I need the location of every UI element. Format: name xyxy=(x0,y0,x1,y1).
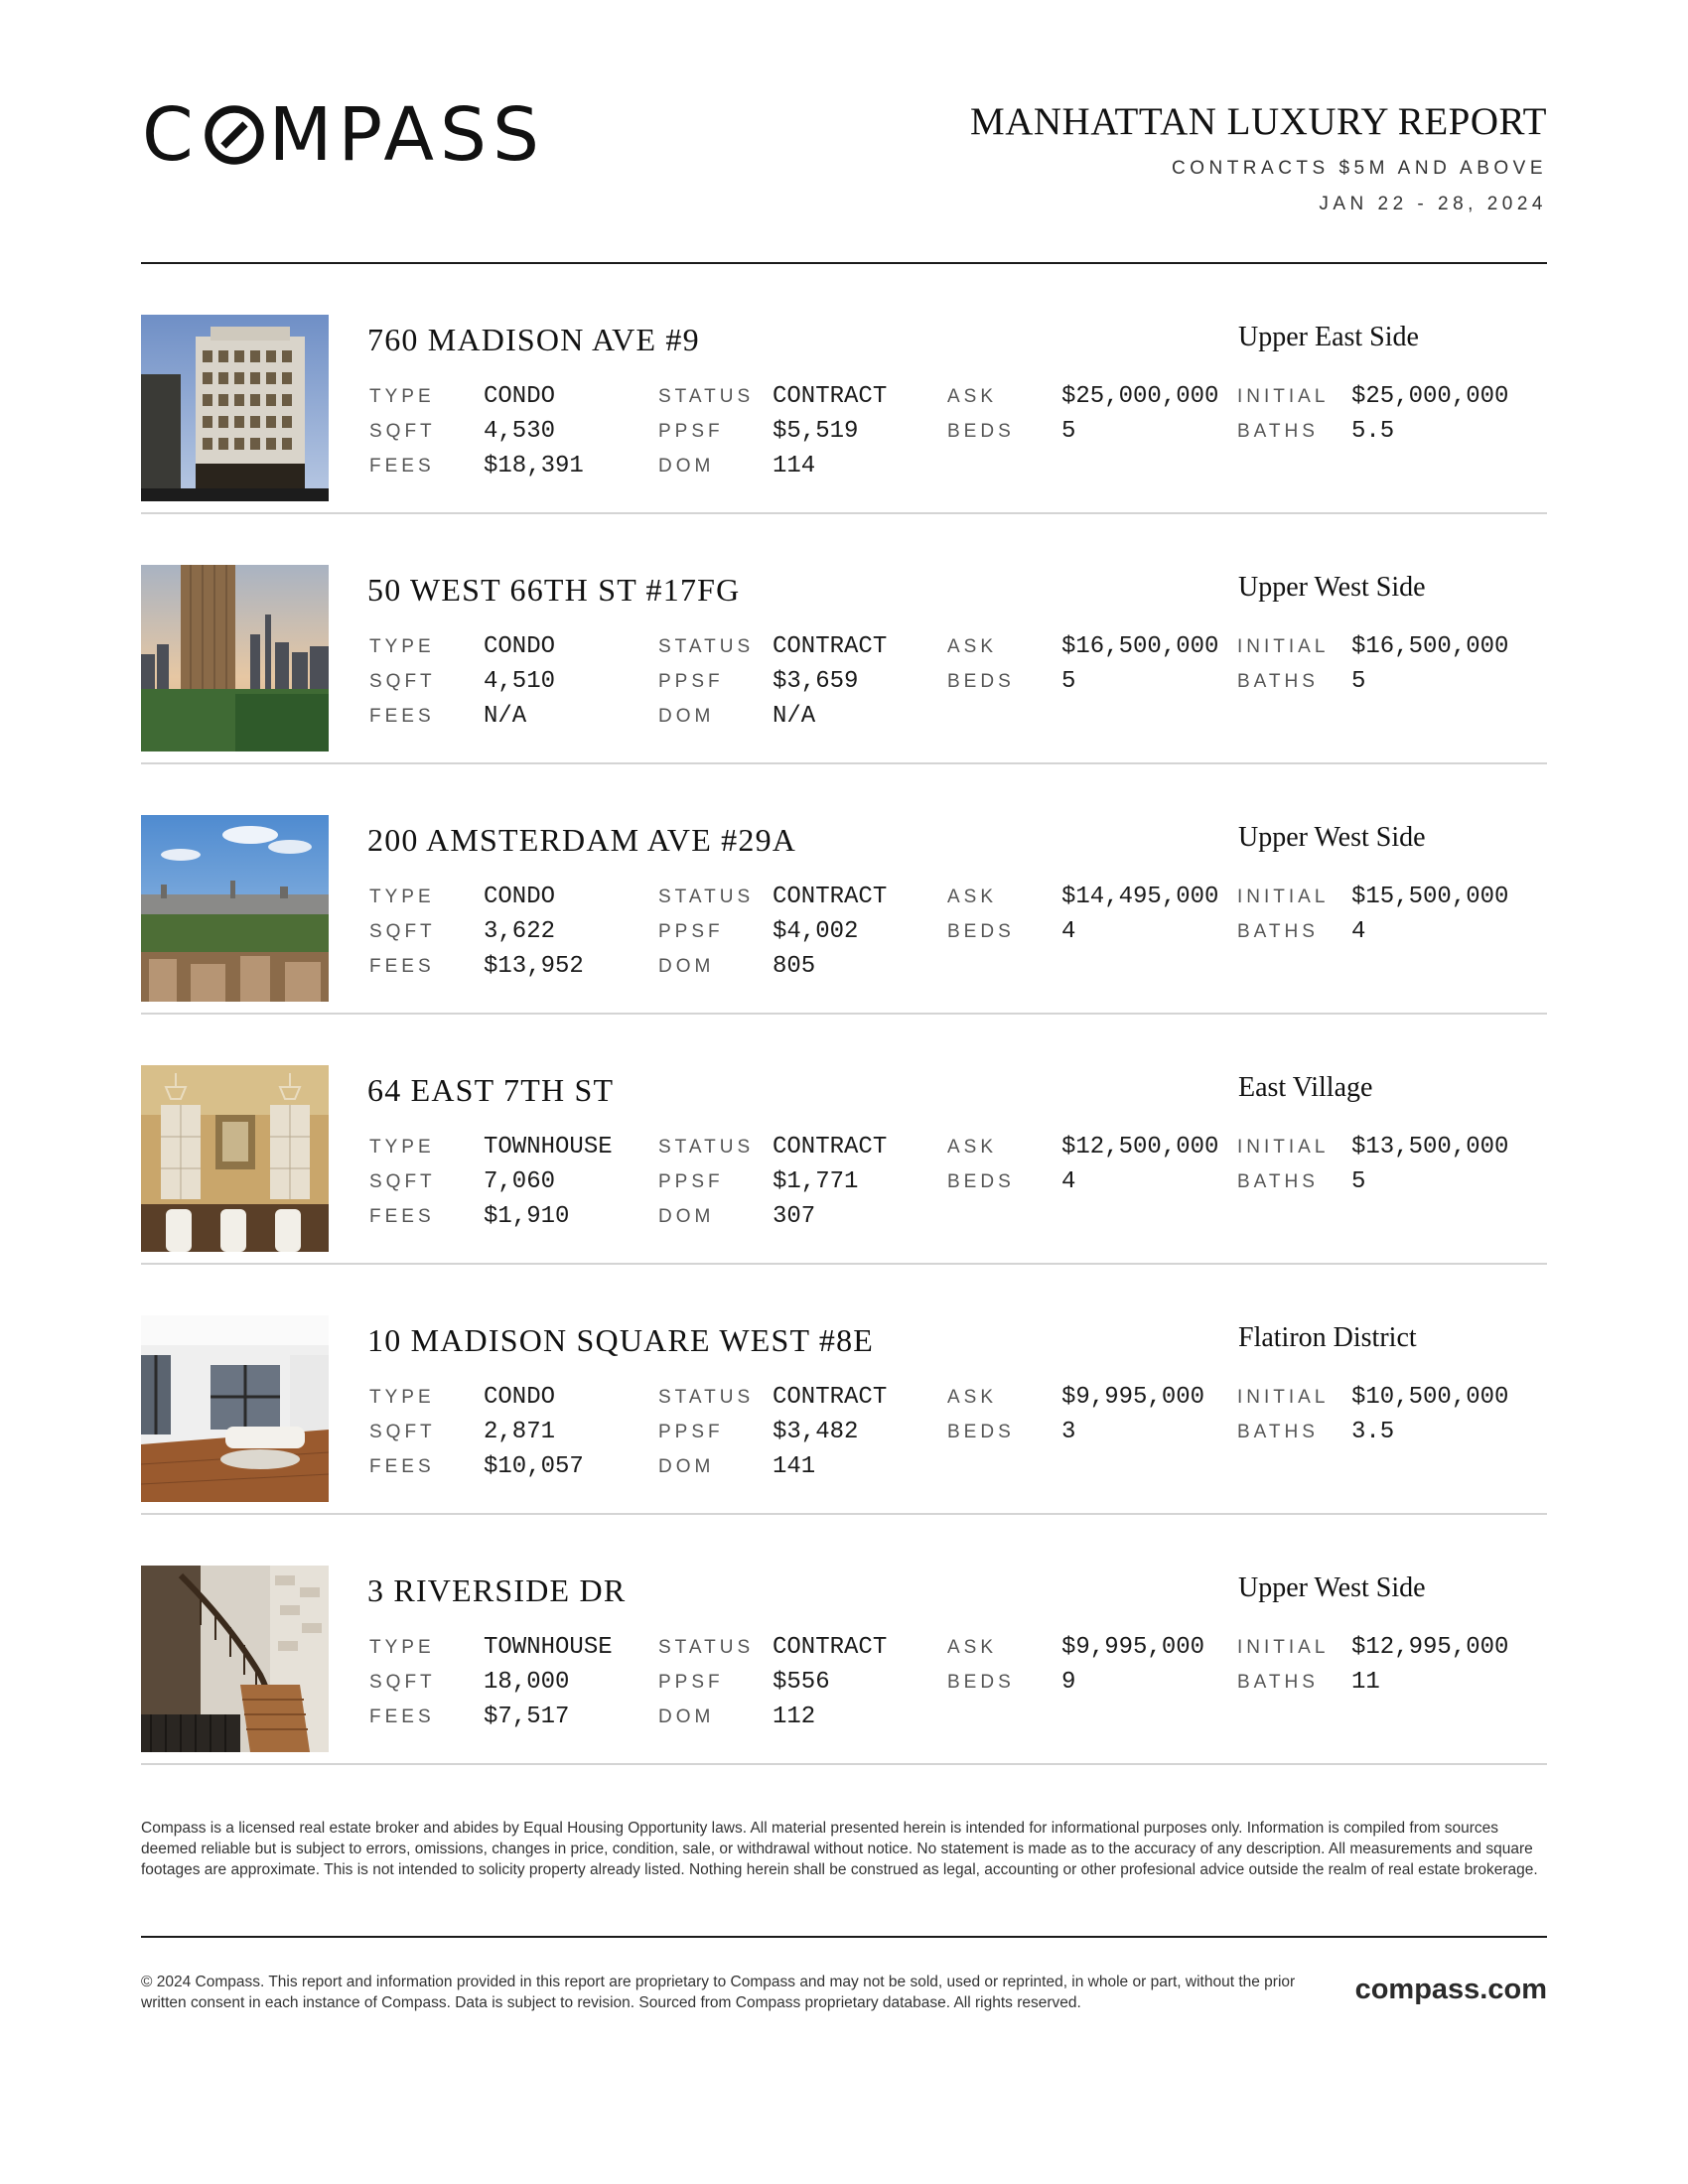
beds-label: BEDS xyxy=(947,1422,1015,1442)
beds-value: 4 xyxy=(1061,918,1076,945)
sqft-value: 4,530 xyxy=(484,418,556,445)
type-label: TYPE xyxy=(369,636,435,657)
initial-value: $16,500,000 xyxy=(1351,633,1509,660)
initial-value: $12,995,000 xyxy=(1351,1634,1509,1661)
initial-label: INITIAL xyxy=(1237,1637,1330,1658)
initial-label: INITIAL xyxy=(1237,386,1330,407)
dom-value: 805 xyxy=(773,953,816,980)
status-value: CONTRACT xyxy=(773,1384,888,1411)
beds-value: 5 xyxy=(1061,418,1076,445)
listing-neighborhood: Upper West Side xyxy=(1238,1572,1426,1603)
baths-label: BATHS xyxy=(1237,1171,1319,1192)
listing-neighborhood: East Village xyxy=(1238,1072,1373,1103)
baths-value: 11 xyxy=(1351,1669,1380,1696)
sqft-label: SQFT xyxy=(369,1672,436,1693)
type-label: TYPE xyxy=(369,386,435,407)
baths-value: 3.5 xyxy=(1351,1419,1395,1445)
sqft-value: 18,000 xyxy=(484,1669,570,1696)
status-label: STATUS xyxy=(658,386,755,407)
fees-value: $13,952 xyxy=(484,953,584,980)
ask-label: ASK xyxy=(947,1637,998,1658)
listing-divider xyxy=(141,1763,1547,1765)
baths-label: BATHS xyxy=(1237,1672,1319,1693)
dom-label: DOM xyxy=(658,1456,715,1477)
tower-skyline-photo xyxy=(141,565,329,751)
dom-label: DOM xyxy=(658,456,715,477)
baths-label: BATHS xyxy=(1237,1422,1319,1442)
beds-value: 9 xyxy=(1061,1669,1076,1696)
dom-value: 114 xyxy=(773,453,816,479)
type-value: TOWNHOUSE xyxy=(484,1134,613,1160)
status-label: STATUS xyxy=(658,636,755,657)
compass-logo xyxy=(142,92,545,178)
dom-value: 307 xyxy=(773,1203,816,1230)
logo-letters-mpass: MPASS xyxy=(268,92,545,178)
type-value: TOWNHOUSE xyxy=(484,1634,613,1661)
logo-letter-c: C xyxy=(142,92,200,178)
initial-label: INITIAL xyxy=(1237,1387,1330,1408)
ppsf-label: PPSF xyxy=(658,1422,724,1442)
ppsf-label: PPSF xyxy=(658,671,724,692)
status-label: STATUS xyxy=(658,1137,755,1158)
ask-value: $9,995,000 xyxy=(1061,1634,1205,1661)
ppsf-value: $1,771 xyxy=(773,1168,859,1195)
listing-neighborhood: Upper West Side xyxy=(1238,822,1426,853)
sqft-label: SQFT xyxy=(369,1422,436,1442)
fees-value: $7,517 xyxy=(484,1704,570,1730)
fees-value: $10,057 xyxy=(484,1453,584,1480)
listing-neighborhood: Upper East Side xyxy=(1238,322,1419,352)
listing-card xyxy=(141,1265,1547,1515)
fees-label: FEES xyxy=(369,1456,435,1477)
initial-value: $10,500,000 xyxy=(1351,1384,1509,1411)
listing-card xyxy=(141,764,1547,1015)
ppsf-label: PPSF xyxy=(658,421,724,442)
beds-label: BEDS xyxy=(947,921,1015,942)
listing-address: 200 AMSTERDAM AVE #29A xyxy=(367,822,797,858)
copyright-notice: © 2024 Compass. This report and information provided in this report are proprietary to Compass and may not be sold, used or reprinted, in whole or part, without the prior written consent in each instance of Compass. Data is subject to revision. Sourced from Compass proprietary database. All rights reserved. xyxy=(141,1974,1296,2011)
initial-value: $13,500,000 xyxy=(1351,1134,1509,1160)
status-label: STATUS xyxy=(658,1387,755,1408)
fees-label: FEES xyxy=(369,1206,435,1227)
dom-label: DOM xyxy=(658,1206,715,1227)
dining-room-photo xyxy=(141,1065,329,1252)
baths-value: 5.5 xyxy=(1351,418,1395,445)
listing-address: 64 EAST 7TH ST xyxy=(367,1072,615,1108)
baths-label: BATHS xyxy=(1237,921,1319,942)
listing-card xyxy=(141,1015,1547,1265)
baths-label: BATHS xyxy=(1237,671,1319,692)
initial-label: INITIAL xyxy=(1237,636,1330,657)
sqft-value: 7,060 xyxy=(484,1168,556,1195)
footer-divider xyxy=(141,1936,1547,1938)
sqft-value: 2,871 xyxy=(484,1419,556,1445)
report-title: MANHATTAN LUXURY REPORT xyxy=(970,100,1547,143)
type-value: CONDO xyxy=(484,1384,556,1411)
ask-label: ASK xyxy=(947,887,998,907)
ppsf-value: $3,482 xyxy=(773,1419,859,1445)
beds-value: 4 xyxy=(1061,1168,1076,1195)
initial-label: INITIAL xyxy=(1237,1137,1330,1158)
status-value: CONTRACT xyxy=(773,1134,888,1160)
beds-label: BEDS xyxy=(947,671,1015,692)
type-value: CONDO xyxy=(484,383,556,410)
ppsf-value: $556 xyxy=(773,1669,830,1696)
beds-label: BEDS xyxy=(947,1171,1015,1192)
living-room-photo xyxy=(141,1315,329,1502)
building-exterior-photo xyxy=(141,315,329,501)
status-value: CONTRACT xyxy=(773,884,888,910)
ask-label: ASK xyxy=(947,1137,998,1158)
fees-label: FEES xyxy=(369,956,435,977)
dom-value: N/A xyxy=(773,703,816,730)
type-label: TYPE xyxy=(369,1137,435,1158)
sqft-label: SQFT xyxy=(369,421,436,442)
type-label: TYPE xyxy=(369,1637,435,1658)
status-label: STATUS xyxy=(658,1637,755,1658)
ppsf-value: $3,659 xyxy=(773,668,859,695)
beds-label: BEDS xyxy=(947,1672,1015,1693)
sqft-value: 3,622 xyxy=(484,918,556,945)
website-link[interactable]: compass.com xyxy=(1354,1974,1547,2005)
ppsf-label: PPSF xyxy=(658,1171,724,1192)
ppsf-label: PPSF xyxy=(658,1672,724,1693)
ask-label: ASK xyxy=(947,386,998,407)
report-header xyxy=(970,99,1547,216)
dom-label: DOM xyxy=(658,706,715,727)
fees-label: FEES xyxy=(369,706,435,727)
ask-value: $12,500,000 xyxy=(1061,1134,1219,1160)
initial-value: $25,000,000 xyxy=(1351,383,1509,410)
report-subtitle: CONTRACTS $5M AND ABOVE xyxy=(1171,158,1547,179)
baths-label: BATHS xyxy=(1237,421,1319,442)
sqft-label: SQFT xyxy=(369,671,436,692)
ask-label: ASK xyxy=(947,1387,998,1408)
staircase-photo xyxy=(141,1566,329,1752)
beds-label: BEDS xyxy=(947,421,1015,442)
ask-value: $25,000,000 xyxy=(1061,383,1219,410)
type-value: CONDO xyxy=(484,633,556,660)
listing-address: 3 RIVERSIDE DR xyxy=(367,1572,627,1608)
listing-address: 10 MADISON SQUARE WEST #8E xyxy=(367,1322,875,1358)
sqft-label: SQFT xyxy=(369,921,436,942)
baths-value: 5 xyxy=(1351,668,1366,695)
dom-value: 112 xyxy=(773,1704,816,1730)
sqft-value: 4,510 xyxy=(484,668,556,695)
status-value: CONTRACT xyxy=(773,1634,888,1661)
compass-o-icon xyxy=(204,104,265,166)
listing-neighborhood: Upper West Side xyxy=(1238,572,1426,603)
park-view-photo xyxy=(141,815,329,1002)
fees-value: $18,391 xyxy=(484,453,584,479)
status-value: CONTRACT xyxy=(773,633,888,660)
listing-card xyxy=(141,1515,1547,1765)
status-value: CONTRACT xyxy=(773,383,888,410)
beds-value: 3 xyxy=(1061,1419,1076,1445)
type-label: TYPE xyxy=(369,1387,435,1408)
beds-value: 5 xyxy=(1061,668,1076,695)
listing-card xyxy=(141,264,1547,514)
listing-card xyxy=(141,514,1547,764)
ppsf-label: PPSF xyxy=(658,921,724,942)
listing-neighborhood: Flatiron District xyxy=(1238,1322,1417,1353)
dom-label: DOM xyxy=(658,956,715,977)
ppsf-value: $4,002 xyxy=(773,918,859,945)
ask-value: $14,495,000 xyxy=(1061,884,1219,910)
initial-label: INITIAL xyxy=(1237,887,1330,907)
legal-disclaimer: Compass is a licensed real estate broker and abides by Equal Housing Opportunity laws. All material presented herein is intended for informational purposes only. Information is compiled from sources deemed reliable but is subject to errors, omissions, changes in price, condition, sale, or withdrawal without notice. No statement is made as to the accuracy of any description. All measurements and square footages are approximate. This is not intended to solicity property already listed. Nothing herein shall be construed as legal, accounting or other profesional advice outside the realm of real estate brokerage. xyxy=(141,1820,1538,1878)
report-date-range: JAN 22 - 28, 2024 xyxy=(1319,194,1547,214)
type-label: TYPE xyxy=(369,887,435,907)
sqft-label: SQFT xyxy=(369,1171,436,1192)
dom-label: DOM xyxy=(658,1706,715,1727)
fees-label: FEES xyxy=(369,456,435,477)
baths-value: 5 xyxy=(1351,1168,1366,1195)
type-value: CONDO xyxy=(484,884,556,910)
ask-value: $16,500,000 xyxy=(1061,633,1219,660)
ppsf-value: $5,519 xyxy=(773,418,859,445)
ask-value: $9,995,000 xyxy=(1061,1384,1205,1411)
fees-value: $1,910 xyxy=(484,1203,570,1230)
listing-address: 50 WEST 66TH ST #17FG xyxy=(367,572,741,608)
fees-label: FEES xyxy=(369,1706,435,1727)
initial-value: $15,500,000 xyxy=(1351,884,1509,910)
baths-value: 4 xyxy=(1351,918,1366,945)
listing-address: 760 MADISON AVE #9 xyxy=(367,322,700,357)
status-label: STATUS xyxy=(658,887,755,907)
dom-value: 141 xyxy=(773,1453,816,1480)
ask-label: ASK xyxy=(947,636,998,657)
fees-value: N/A xyxy=(484,703,527,730)
